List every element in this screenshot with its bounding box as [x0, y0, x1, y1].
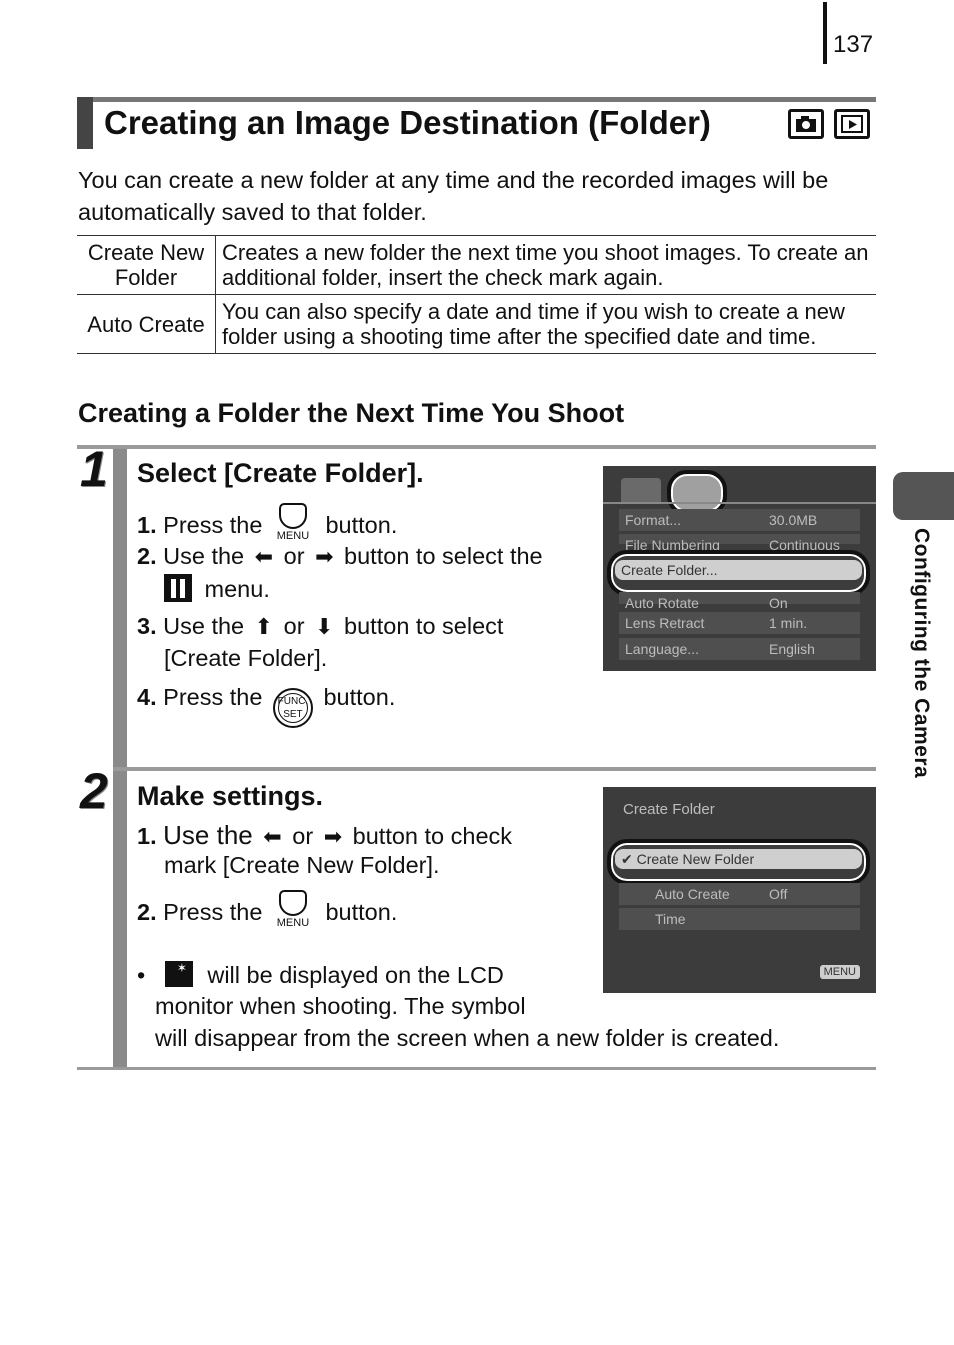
heading-marker: [77, 97, 93, 149]
item-text: Press the: [163, 684, 263, 710]
lcd-row-label: Lens Retract: [625, 615, 705, 631]
item-text: or: [292, 823, 314, 849]
item-text: button to check: [352, 823, 513, 849]
tools-menu-icon: [164, 574, 192, 602]
item-text: button.: [325, 899, 398, 925]
step2-item2: [137, 890, 398, 929]
step1-side-bar: [113, 449, 127, 767]
item-text: button.: [323, 684, 396, 710]
lcd-row-value: English: [769, 641, 815, 657]
table-row: [77, 295, 876, 354]
lcd-menu-row: [619, 612, 860, 634]
lcd-row-value: Continuous: [769, 537, 840, 553]
item-text: Use the: [163, 613, 245, 639]
lcd-row-value: On: [769, 595, 788, 611]
table-row: [77, 236, 876, 295]
new-folder-icon: [165, 961, 193, 987]
step1-item2: [137, 543, 543, 570]
lcd-menu-row: [619, 638, 860, 660]
item-number: 3.: [137, 613, 157, 639]
lcd-row-value: Off: [769, 886, 788, 902]
lcd-row-label: Auto Create: [655, 886, 730, 902]
step1-item3: [137, 613, 503, 640]
step1-title: Select [Create Folder].: [137, 458, 424, 488]
step1-number: 1: [80, 441, 108, 497]
lcd-selected-row: ✔ Create New Folder: [615, 849, 862, 869]
bullet: •: [137, 962, 159, 988]
camera-tab: [621, 478, 661, 502]
camera-icon: [788, 109, 824, 139]
table-term: Create New Folder: [77, 236, 216, 295]
lcd-menu-return: MENU: [820, 965, 860, 979]
func-label: FUNC.: [277, 696, 309, 707]
step2-title: Make settings.: [137, 781, 324, 811]
menu-button-label: MENU: [276, 917, 310, 929]
step2-bottom-rule: [77, 1067, 876, 1070]
page-title: Creating an Image Destination (Folder): [104, 104, 711, 141]
item-text: or: [283, 543, 305, 569]
play-icon: [834, 109, 870, 139]
item-text: Press the: [163, 899, 263, 925]
item-text: or: [283, 613, 305, 639]
step2-number: 2: [80, 763, 108, 819]
lcd-row-value: 1 min.: [769, 615, 808, 631]
right-arrow-icon: ➡: [315, 544, 334, 569]
lcd-row-label: Time: [655, 911, 686, 927]
section-subheading: Creating a Folder the Next Time You Shoot: [78, 398, 625, 428]
item-number: 2.: [137, 543, 157, 569]
item-text: button to select: [344, 613, 504, 639]
chapter-label: Configuring the Camera: [910, 528, 933, 779]
item-text: Press the: [163, 512, 263, 538]
item-number: 1.: [137, 823, 157, 849]
item-number: 1.: [137, 512, 157, 538]
lcd-menu-row: [619, 534, 860, 553]
step2-item1: [137, 820, 512, 851]
lcd-menu-row: [619, 908, 860, 930]
menu-button-label: MENU: [276, 530, 310, 542]
lcd-row-label: Language...: [625, 641, 699, 657]
lcd-selected-row: Create Folder...: [615, 560, 862, 580]
step1-top-rule: [77, 445, 876, 449]
lcd-row-label: Auto Rotate: [625, 595, 699, 611]
note-text: will be displayed on the LCD: [207, 962, 504, 988]
func-set-button-icon: [273, 688, 313, 728]
item-text: button.: [325, 512, 398, 538]
step1-item2-cont: [164, 574, 270, 603]
step1-item1: [137, 503, 398, 542]
lcd-title: Create Folder: [623, 801, 715, 818]
lcd-row-label: Format...: [625, 512, 682, 528]
lcd-row-label: File Numbering: [625, 537, 720, 553]
item-text: menu.: [204, 576, 270, 602]
item-number: 2.: [137, 899, 157, 925]
heading-rule: [77, 97, 876, 102]
table-term: Auto Create: [77, 295, 216, 354]
right-arrow-icon: ➡: [323, 824, 343, 849]
item-text: Use the: [163, 543, 245, 569]
page-number: 137: [833, 31, 874, 58]
lcd-menu-row: [619, 592, 860, 611]
menu-button-icon: [273, 503, 315, 542]
step1-item4: [137, 684, 395, 728]
settings-table: [77, 235, 876, 354]
step2-note-line3: will disappear from the screen when a new folder is created.: [155, 1025, 780, 1051]
intro-text: You can create a new folder at any time and the recorded images will be automatically saved to that folder.: [78, 167, 829, 225]
step2-item1-cont: mark [Create New Folder].: [164, 852, 440, 878]
menu-button-icon: [273, 890, 315, 929]
left-arrow-icon: ⬅: [263, 824, 282, 849]
lcd-screen-menu: [603, 466, 876, 671]
step2-top-rule: [113, 767, 876, 771]
lcd-menu-row: [619, 883, 860, 905]
lcd-row-value: 30.0MB: [769, 512, 818, 528]
up-arrow-icon: ⬆: [254, 614, 274, 639]
page-number-bar: [823, 2, 827, 64]
set-label: SET: [283, 709, 303, 720]
step1-item3-cont: [Create Folder].: [164, 645, 328, 671]
table-description: Creates a new folder the next time you shoot images. To create an additional folder, insert the check mark again.: [216, 236, 877, 295]
lcd-row-label: Create New Folder: [636, 851, 755, 867]
step2-side-bar: [113, 771, 127, 1068]
left-arrow-icon: ⬅: [254, 544, 274, 569]
item-text: button to select the: [344, 543, 543, 569]
step2-note: [137, 961, 504, 989]
chapter-tab: [893, 472, 954, 520]
item-number: 4.: [137, 684, 157, 710]
item-text: Use the: [163, 820, 253, 850]
step2-note-line2: monitor when shooting. The symbol: [155, 993, 526, 1019]
lcd-menu-row: [619, 509, 860, 531]
down-arrow-icon: ⬇: [315, 614, 334, 639]
lcd-screen-create-folder: [603, 787, 876, 993]
table-description: You can also specify a date and time if you wish to create a new folder using a shooting time after the specified date and time.: [216, 295, 877, 354]
